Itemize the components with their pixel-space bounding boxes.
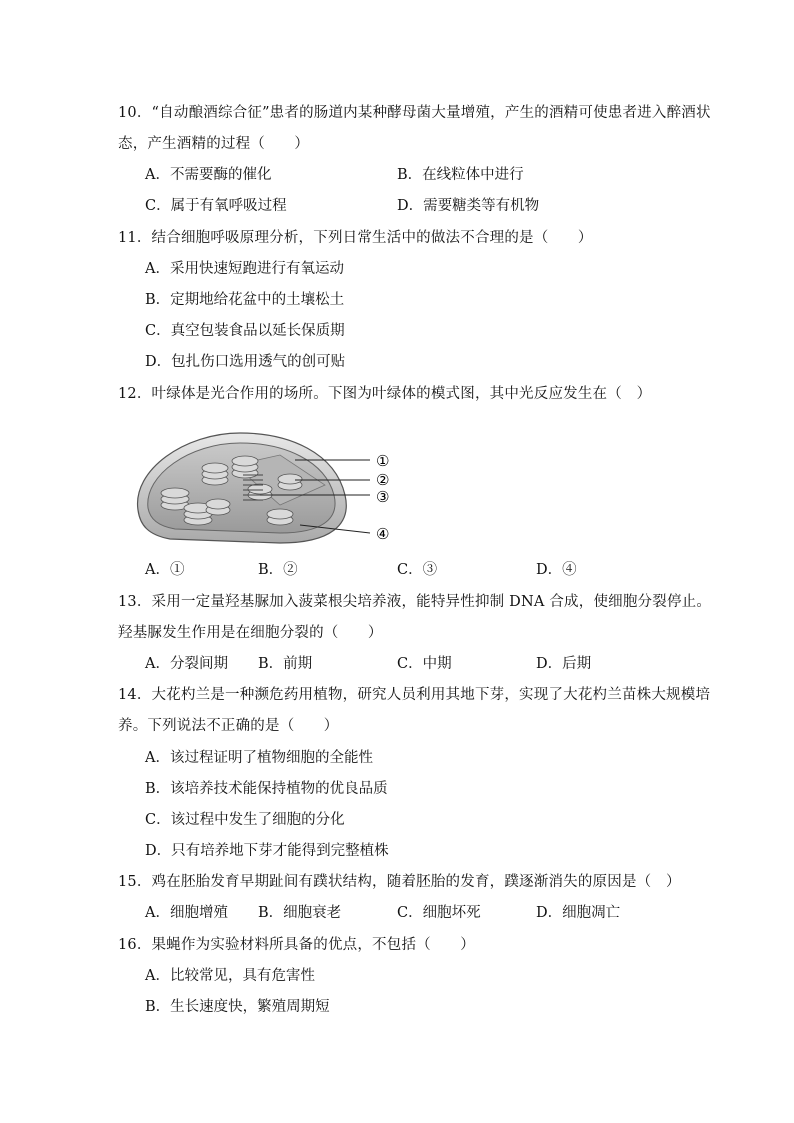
label-3: ③ <box>376 488 390 506</box>
q13-option-a[interactable]: A．分裂间期 <box>145 656 228 672</box>
q13-option-d[interactable]: D．后期 <box>536 656 592 672</box>
q14-option-b[interactable]: B．该培养技术能保持植物的优良品质 <box>145 781 388 797</box>
q14-option-d[interactable]: D．只有培养地下芽才能得到完整植株 <box>145 843 389 859</box>
q15-option-c[interactable]: C．细胞坏死 <box>397 905 481 921</box>
q13-option-b[interactable]: B．前期 <box>258 656 313 672</box>
q11-option-a[interactable]: A．采用快速短跑进行有氧运动 <box>145 261 344 277</box>
q16-option-a[interactable]: A．比较常见，具有危害性 <box>145 968 315 984</box>
q15-option-d[interactable]: D．细胞凋亡 <box>536 905 621 921</box>
q10-stem-line1: 10．“自动酿酒综合征”患者的肠道内某种酵母菌大量增殖，产生的酒精可使患者进入醉酒状 <box>118 105 711 121</box>
q10-option-c[interactable]: C．属于有氧呼吸过程 <box>145 198 287 214</box>
q11-option-c[interactable]: C．真空包装食品以延长保质期 <box>145 323 345 339</box>
q12-option-d[interactable]: D．④ <box>536 562 577 578</box>
q15-option-a[interactable]: A．细胞增殖 <box>145 905 228 921</box>
q12-option-c[interactable]: C．③ <box>397 562 438 578</box>
q14-stem-line1: 14．大花杓兰是一种濒危药用植物，研究人员利用其地下芽，实现了大花杓兰苗株大规模培 <box>118 687 711 703</box>
q13-stem-line1: 13．采用一定量羟基脲加入菠菜根尖培养液，能特异性抑制 DNA 合成，使细胞分裂停止。 <box>118 594 712 610</box>
q14-option-c[interactable]: C．该过程中发生了细胞的分化 <box>145 812 345 828</box>
q11-option-d[interactable]: D．包扎伤口选用透气的创可贴 <box>145 354 346 370</box>
label-1: ① <box>376 452 390 470</box>
q13-option-c[interactable]: C．中期 <box>397 656 452 672</box>
label-4: ④ <box>376 525 390 543</box>
q12-stem: 12．叶绿体是光合作用的场所。下图为叶绿体的模式图，其中光反应发生在（ ） <box>118 386 652 402</box>
q10-option-b[interactable]: B．在线粒体中进行 <box>397 167 524 183</box>
q15-stem: 15．鸡在胚胎发育早期趾间有蹼状结构，随着胚胎的发育，蹼逐渐消失的原因是（ ） <box>118 874 681 890</box>
q13-stem-line2: 羟基脲发生作用是在细胞分裂的（ ） <box>118 625 383 641</box>
q15-option-b[interactable]: B．细胞衰老 <box>258 905 342 921</box>
q14-stem-line2: 养。下列说法不正确的是（ ） <box>118 718 339 734</box>
q10-option-d[interactable]: D．需要糖类等有机物 <box>397 198 540 214</box>
q10-option-a[interactable]: A．不需要酶的催化 <box>145 167 272 183</box>
q11-stem: 11．结合细胞呼吸原理分析，下列日常生活中的做法不合理的是（ ） <box>118 230 593 246</box>
q16-stem: 16．果蝇作为实验材料所具备的优点，不包括（ ） <box>118 937 475 953</box>
q16-option-b[interactable]: B．生长速度快，繁殖周期短 <box>145 999 330 1015</box>
q12-option-a[interactable]: A．① <box>145 562 185 578</box>
q10-stem-line2: 态，产生酒精的过程（ ） <box>118 136 310 152</box>
q11-option-b[interactable]: B．定期地给花盆中的土壤松土 <box>145 292 345 308</box>
q14-option-a[interactable]: A．该过程证明了植物细胞的全能性 <box>145 750 373 766</box>
q12-option-b[interactable]: B．② <box>258 562 298 578</box>
chloroplast-diagram <box>130 425 410 550</box>
label-2: ② <box>376 471 390 489</box>
